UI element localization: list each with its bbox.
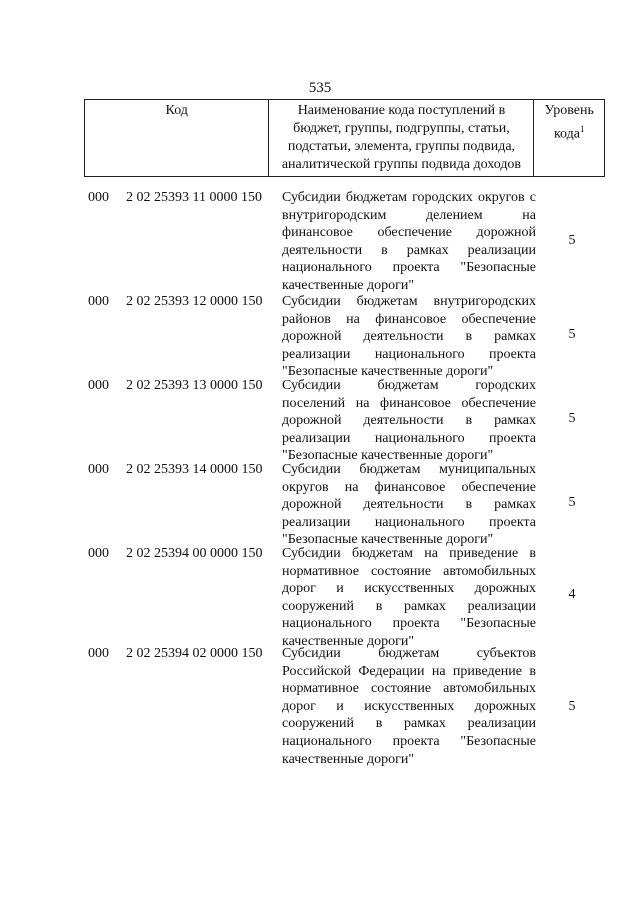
row-admin-code: 000 bbox=[88, 378, 109, 393]
row-description: Субсидии бюджетам городских поселений на финансовое обеспечение дорожной деятельности в рамках реализации национального проекта "Безопасные качественные дороги" bbox=[282, 378, 536, 464]
row-income-code: 2 02 25393 13 0000 150 bbox=[126, 378, 263, 393]
header-level bbox=[534, 100, 605, 177]
row-description: Субсидии бюджетам субъектов Российской Федерации на приведение в нормативное состояние автомобильных дорог и искусственных дорожных сооружений в рамках реализации национального проекта "Безопасные качественные дороги" bbox=[282, 646, 536, 767]
header-code: Код bbox=[85, 100, 269, 177]
row-income-code: 2 02 25393 14 0000 150 bbox=[126, 462, 263, 477]
table-body bbox=[88, 189, 608, 769]
table-header bbox=[84, 99, 605, 177]
row-income-code: 2 02 25393 12 0000 150 bbox=[126, 294, 263, 309]
table-row bbox=[88, 545, 608, 649]
header-name: Наименование кода поступлений в бюджет, группы, подгруппы, статьи, подстатьи, элемента, группы подвида, аналитической группы подвида доходов bbox=[269, 100, 534, 177]
row-admin-code: 000 bbox=[88, 294, 109, 309]
row-description: Субсидии бюджетам на приведение в нормативное состояние автомобильных дорог и искусственных дорожных сооружений в рамках реализации национального проекта "Безопасные качественные дороги" bbox=[282, 546, 536, 649]
page-number: 535 bbox=[308, 80, 332, 96]
row-description: Субсидии бюджетам городских округов с внутригородским делением на финансовое обеспечение дорожной деятельности в рамках реализации национального проекта "Безопасные качественные дороги" bbox=[282, 190, 536, 293]
table-row bbox=[88, 293, 608, 380]
row-income-code: 2 02 25394 00 0000 150 bbox=[126, 546, 263, 561]
row-level: 5 bbox=[568, 327, 576, 342]
row-description: Субсидии бюджетам внутригородских районов на финансовое обеспечение дорожной деятельности в рамках реализации национального проекта "Безопасные качественные дороги" bbox=[282, 294, 536, 380]
table-row bbox=[88, 461, 608, 548]
row-admin-code: 000 bbox=[88, 646, 109, 661]
row-admin-code: 000 bbox=[88, 546, 109, 561]
row-level: 4 bbox=[568, 587, 576, 602]
header-level-footnote: 1 bbox=[579, 124, 585, 134]
row-description: Субсидии бюджетам муниципальных округов на финансовое обеспечение дорожной деятельности в рамках реализации национального проекта "Безопасные качественные дороги" bbox=[282, 462, 536, 548]
row-admin-code: 000 bbox=[88, 462, 109, 477]
header-level-label: Уровень кода bbox=[544, 103, 594, 142]
row-level: 5 bbox=[568, 411, 576, 426]
row-level: 5 bbox=[568, 495, 576, 510]
table-row bbox=[88, 377, 608, 464]
row-level: 5 bbox=[568, 233, 576, 248]
row-admin-code: 000 bbox=[88, 190, 109, 205]
row-level: 5 bbox=[568, 699, 576, 714]
row-income-code: 2 02 25393 11 0000 150 bbox=[126, 190, 262, 205]
row-income-code: 2 02 25394 02 0000 150 bbox=[126, 646, 263, 661]
table-row bbox=[88, 189, 608, 293]
table-row bbox=[88, 645, 608, 769]
